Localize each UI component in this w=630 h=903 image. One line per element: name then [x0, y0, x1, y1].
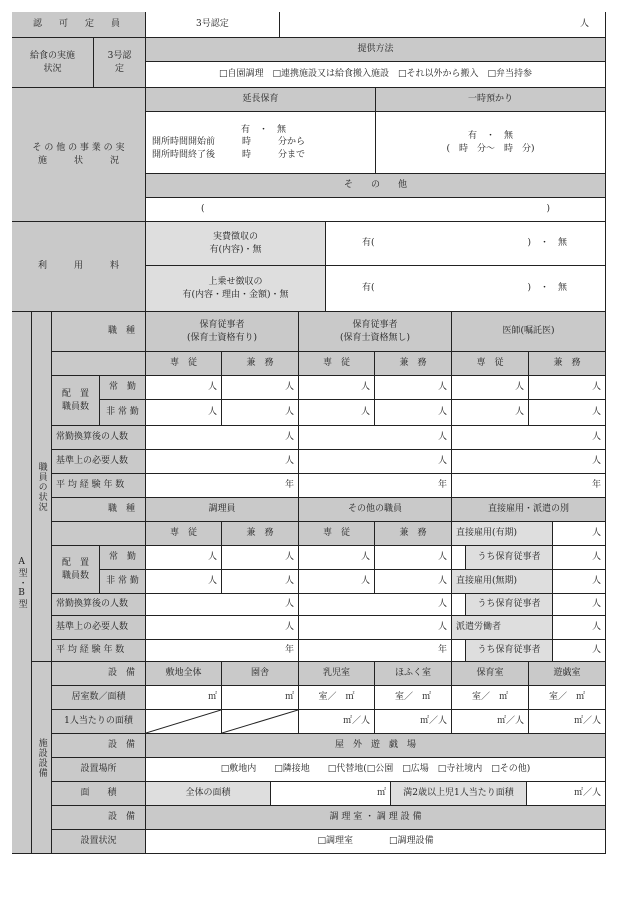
staff2-kijun-label: 基準上の必要人数	[52, 616, 146, 640]
staff2-hijokin-c1[interactable]: 人	[146, 570, 222, 594]
staff1-jokin-c2[interactable]: 人	[222, 376, 299, 400]
direct-muki-value[interactable]: 人	[553, 570, 606, 594]
over2-area-value[interactable]: ㎡／人	[527, 782, 606, 806]
ichiji-umu[interactable]: 有 ・ 無	[467, 131, 513, 142]
staff2-jokin-c4[interactable]: 人	[375, 546, 452, 570]
encho-end[interactable]: 開所時間終了後 時 分まで	[152, 149, 306, 160]
staff2-keiken-c1[interactable]: 年	[146, 640, 299, 662]
over2-area-label: 満2歳以上児1人当たり面積	[391, 782, 527, 806]
direct-yuki-label: 直接雇用(有期)	[452, 522, 553, 546]
uchi1-value[interactable]: 人	[553, 546, 606, 570]
staff2-kansan-c1[interactable]: 人	[146, 594, 299, 616]
ninka-teiin-unit[interactable]: 人	[280, 12, 606, 38]
staff1-kansan-c1[interactable]: 人	[146, 426, 299, 450]
haken-value[interactable]: 人	[553, 616, 606, 640]
staff2-kansan-c2[interactable]: 人	[299, 594, 452, 616]
staff1-hijokin-c6[interactable]: 人	[529, 400, 606, 426]
kitchen-header: 調 理 室 ・ 調 理 設 備	[146, 806, 606, 830]
staff2-hijokin-c3[interactable]: 人	[299, 570, 375, 594]
per-person-c3[interactable]: ㎡／人	[299, 710, 375, 734]
staff2-jokin-c2[interactable]: 人	[222, 546, 299, 570]
staff1-kansan-c3[interactable]: 人	[452, 426, 606, 450]
staff1-jokin-c3[interactable]: 人	[299, 376, 375, 400]
per-person-c1-blank	[146, 710, 222, 734]
kyoshitsu-c1[interactable]: ㎡	[146, 686, 222, 710]
uchi2-indent	[452, 594, 466, 616]
staff1-jokin-c4[interactable]: 人	[375, 376, 452, 400]
staff1-hijokin-c2[interactable]: 人	[222, 400, 299, 426]
teikyo-hoho-header: 提供方法	[146, 38, 606, 62]
play-header: 屋 外 遊 戯 場	[146, 734, 606, 758]
jippi-value[interactable]: 有( ) ・ 無	[326, 222, 606, 266]
direct-yuki-value[interactable]: 人	[553, 522, 606, 546]
staff2-haichi-label: 配 置 職員数	[52, 546, 100, 594]
staff1-kenmu-2: 兼 務	[375, 352, 452, 376]
encho-start[interactable]: 開所時間開始前 時 分から	[152, 137, 306, 148]
sonota-header: そ の 他	[146, 174, 606, 198]
staff2-shokushu: 職 種	[52, 498, 146, 522]
facility-col-nyujishitsu: 乳児室	[299, 662, 375, 686]
kyushoku-type: 3号認 定	[94, 38, 146, 88]
staff1-senju-1: 専 従	[146, 352, 222, 376]
uwanose-value[interactable]: 有( ) ・ 無	[326, 266, 606, 312]
ichiji-time[interactable]: ( 時 分～ 時 分)	[446, 143, 535, 154]
staff2-kenmu-2: 兼 務	[375, 522, 452, 546]
uchi1-indent	[452, 546, 466, 570]
staff1-keiken-label: 平 均 経 験 年 数	[52, 474, 146, 498]
kyoshitsu-c6[interactable]: 室／ ㎡	[529, 686, 606, 710]
setchi-basho-label: 設置場所	[52, 758, 146, 782]
total-area-value[interactable]: ㎡	[271, 782, 391, 806]
staff1-jokin-c1[interactable]: 人	[146, 376, 222, 400]
staff2-kansan-label: 常勤換算後の人数	[52, 594, 146, 616]
sonota-value[interactable]: ( )	[146, 198, 606, 222]
staff1-jokin-label: 常 勤	[100, 376, 146, 400]
kyoshitsu-c5[interactable]: 室／ ㎡	[452, 686, 529, 710]
staff2-col3-header: 直接雇用・派遣の別	[452, 498, 606, 522]
staff2-senju-1: 専 従	[146, 522, 222, 546]
per-person-c4[interactable]: ㎡／人	[375, 710, 452, 734]
staff1-keiken-c3[interactable]: 年	[452, 474, 606, 498]
staff2-kenmu-1: 兼 務	[222, 522, 299, 546]
encho-umu[interactable]: 有 ・ 無	[240, 125, 286, 136]
staff1-hijokin-c1[interactable]: 人	[146, 400, 222, 426]
staff2-jokin-c3[interactable]: 人	[299, 546, 375, 570]
staff1-haichi-label: 配 置 職員数	[52, 376, 100, 426]
staff1-kijun-label: 基準上の必要人数	[52, 450, 146, 474]
other-jigyo-label: そ の 他 の 事 業 の 実 施 状 況	[12, 88, 146, 222]
staff2-hijokin-c4[interactable]: 人	[375, 570, 452, 594]
staff1-senju-2: 専 従	[299, 352, 375, 376]
menseki-label: 面 積	[52, 782, 146, 806]
per-person-c5[interactable]: ㎡／人	[452, 710, 529, 734]
diagonal-line-1	[146, 710, 222, 734]
staff1-blank	[52, 352, 146, 376]
staff1-jokin-c6[interactable]: 人	[529, 376, 606, 400]
facility-setsubi-label: 設 備	[52, 662, 146, 686]
ninka-teiin-type: 3号認定	[146, 12, 280, 38]
staff2-jokin-c1[interactable]: 人	[146, 546, 222, 570]
encho-hoiku-header: 延長保育	[146, 88, 376, 112]
kyoshitsu-c3[interactable]: 室／ ㎡	[299, 686, 375, 710]
staff1-kijun-c2[interactable]: 人	[299, 450, 452, 474]
per-person-c2-blank	[222, 710, 299, 734]
encho-hoiku-value[interactable]	[146, 112, 376, 174]
staff2-senju-2: 専 従	[299, 522, 375, 546]
staff2-blank	[52, 522, 146, 546]
staff2-hijokin-c2[interactable]: 人	[222, 570, 299, 594]
uchi3-label: うち保育従事者	[466, 640, 553, 662]
staff1-hijokin-c4[interactable]: 人	[375, 400, 452, 426]
uchi2-label: うち保育従事者	[466, 594, 553, 616]
staff1-senju-3: 専 従	[452, 352, 529, 376]
facility-col-hofukushitsu: ほふく室	[375, 662, 452, 686]
staff1-hijokin-c5[interactable]: 人	[452, 400, 529, 426]
kyoshitsu-c2[interactable]: ㎡	[222, 686, 299, 710]
kitchen-setsubi-label: 設 備	[52, 806, 146, 830]
staff1-kijun-c1[interactable]: 人	[146, 450, 299, 474]
riyoryo-label: 利 用 料	[12, 222, 146, 312]
per-person-label: 1人当たりの面積	[52, 710, 146, 734]
ichiji-azukari-value[interactable]	[376, 112, 606, 174]
staff1-kansan-label: 常勤換算後の人数	[52, 426, 146, 450]
uchi3-indent	[452, 640, 466, 662]
staff1-col3-header: 医師(嘱託医)	[452, 312, 606, 352]
kyushoku-label: 給食の実施 状況	[12, 38, 94, 88]
staff2-jokin-label: 常 勤	[100, 546, 146, 570]
staff1-jokin-c5[interactable]: 人	[452, 376, 529, 400]
staff1-shokushu: 職 種	[52, 312, 146, 352]
total-area-label: 全体の面積	[146, 782, 271, 806]
uchi1-label: うち保育従事者	[466, 546, 553, 570]
staff2-kijun-c2[interactable]: 人	[299, 616, 452, 640]
kyoshitsu-c4[interactable]: 室／ ㎡	[375, 686, 452, 710]
type-ab-label: A型・B型	[12, 312, 32, 854]
facility-col-hoikushitsu: 保育室	[452, 662, 529, 686]
kitchen-options[interactable]: □調理室 □調理設備	[146, 830, 606, 854]
uchi3-value[interactable]: 人	[553, 640, 606, 662]
teikyo-hoho-options[interactable]: □自園調理 □連携施設又は給食搬入施設 □それ以外から搬入 □弁当持参	[146, 62, 606, 88]
staff-status-label: 職員の状況	[32, 312, 52, 662]
uwanose-label: 上乗せ徴収の 有(内容・理由・金額)・無	[146, 266, 326, 312]
staff1-kenmu-3: 兼 務	[529, 352, 606, 376]
facility-col-shikichi: 敷地全体	[146, 662, 222, 686]
per-person-c6[interactable]: ㎡／人	[529, 710, 606, 734]
uchi2-value[interactable]: 人	[553, 594, 606, 616]
ninka-teiin-label: 認 可 定 員	[12, 12, 146, 38]
ichiji-azukari-header: 一時預かり	[376, 88, 606, 112]
staff1-col1-header: 保育従事者 (保育士資格有り)	[146, 312, 299, 352]
staff2-kijun-c1[interactable]: 人	[146, 616, 299, 640]
staff1-hijokin-c3[interactable]: 人	[299, 400, 375, 426]
staff1-keiken-c2[interactable]: 年	[299, 474, 452, 498]
staff1-col2-header: 保育従事者 (保育士資格無し)	[299, 312, 452, 352]
jippi-label: 実費徴収の 有(内容)・無	[146, 222, 326, 266]
staff1-kansan-c2[interactable]: 人	[299, 426, 452, 450]
facility-col-yugishitsu: 遊戯室	[529, 662, 606, 686]
facility-col-ensha: 園舎	[222, 662, 299, 686]
staff2-col1-header: 調理員	[146, 498, 299, 522]
play-setsubi-label: 設 備	[52, 734, 146, 758]
staff2-keiken-c2[interactable]: 年	[299, 640, 452, 662]
haken-label: 派遣労働者	[452, 616, 553, 640]
setchi-basho-options[interactable]: □敷地内 □隣接地 □代替地(□公園 □広場 □寺社境内 □その他)	[146, 758, 606, 782]
direct-muki-label: 直接雇用(無期)	[452, 570, 553, 594]
staff2-col2-header: その他の職員	[299, 498, 452, 522]
staff1-keiken-c1[interactable]: 年	[146, 474, 299, 498]
staff1-kijun-c3[interactable]: 人	[452, 450, 606, 474]
staff1-hijokin-label: 非 常 勤	[100, 400, 146, 426]
staff2-hijokin-label: 非 常 勤	[100, 570, 146, 594]
staff2-keiken-label: 平 均 経 験 年 数	[52, 640, 146, 662]
staff1-kenmu-1: 兼 務	[222, 352, 299, 376]
kyoshitsu-label: 居室数／面積	[52, 686, 146, 710]
diagonal-line-2	[222, 710, 299, 734]
setchi-jokyo-label: 設置状況	[52, 830, 146, 854]
facility-label: 施設設備	[32, 662, 52, 854]
